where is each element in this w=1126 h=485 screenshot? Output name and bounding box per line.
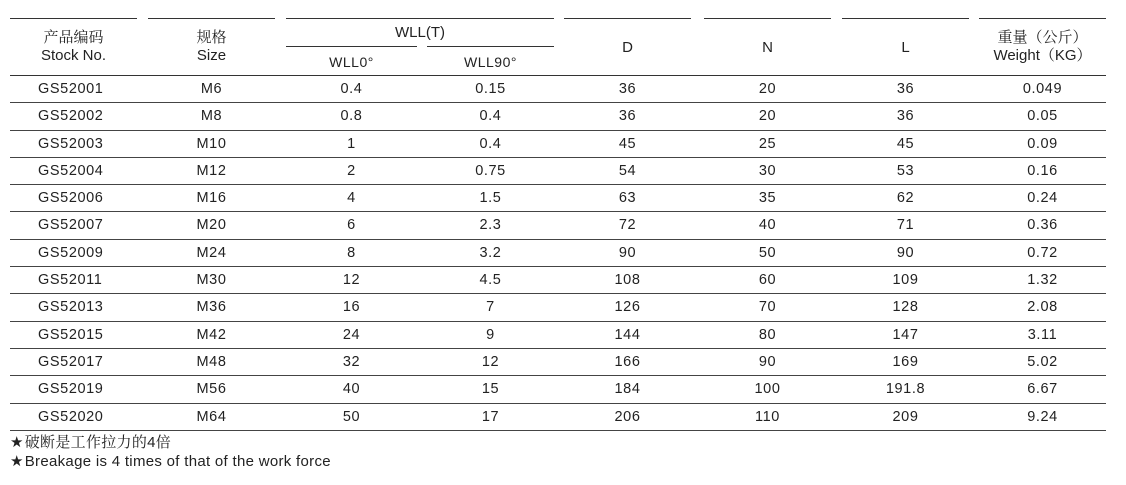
cell-wll90: 9 [486, 326, 495, 343]
table-row [10, 185, 1106, 212]
cell-n: 30 [758, 162, 777, 179]
table-row [10, 103, 1106, 130]
cell-d: 36 [618, 81, 637, 97]
cell-l: 109 [892, 272, 919, 289]
cell-l: 147 [892, 326, 919, 343]
cell-weight: 0.36 [1027, 217, 1058, 234]
footnote-cn [10, 433, 331, 452]
cell-d: 206 [614, 408, 641, 425]
cell-weight: 0.16 [1027, 162, 1058, 179]
cell-l: 62 [896, 190, 915, 207]
cell-d: 54 [618, 162, 637, 179]
header-weight-en: Weight（KG） [993, 47, 1092, 64]
star-icon: ★ [10, 453, 24, 470]
header-wll0: WLL0° [286, 46, 417, 76]
cell-wll0: 50 [342, 408, 361, 425]
cell-wll0: 1 [347, 135, 356, 152]
cell-wll90: 17 [481, 408, 500, 425]
cell-stock-no: GS52011 [38, 272, 103, 289]
header-weight [979, 18, 1106, 75]
cell-d: 90 [618, 244, 637, 261]
cell-size: M36 [196, 299, 227, 316]
cell-d: 72 [618, 217, 637, 234]
cell-size: M8 [200, 108, 223, 125]
header-size [148, 18, 275, 75]
cell-n: 110 [755, 408, 780, 425]
star-icon: ★ [10, 434, 24, 451]
cell-weight: 3.11 [1027, 326, 1058, 343]
cell-weight: 0.24 [1027, 190, 1058, 207]
cell-weight: 0.049 [1022, 81, 1063, 97]
cell-n: 80 [758, 326, 777, 343]
cell-weight: 6.67 [1027, 381, 1058, 398]
cell-wll0: 8 [347, 244, 356, 261]
table-row [10, 404, 1106, 431]
cell-weight: 9.24 [1027, 408, 1058, 425]
cell-stock-no: GS52020 [38, 408, 104, 425]
table-row [10, 376, 1106, 403]
cell-wll0: 0.4 [340, 81, 363, 97]
cell-stock-no: GS52013 [38, 299, 104, 316]
table-row [10, 212, 1106, 239]
footnote-cn-text: 破断是工作拉力的4倍 [24, 434, 172, 451]
header-size-en: Size [196, 47, 227, 64]
cell-d: 184 [614, 381, 641, 398]
cell-d: 166 [614, 353, 641, 370]
cell-stock-no: GS52007 [38, 217, 104, 234]
cell-l: 36 [896, 108, 915, 125]
header-stock-en: Stock No. [40, 47, 107, 64]
cell-wll90: 15 [481, 381, 500, 398]
cell-n: 60 [758, 272, 777, 289]
table-header [10, 18, 1106, 75]
cell-l: 191.8 [885, 381, 926, 398]
cell-weight: 0.09 [1027, 135, 1058, 152]
cell-size: M42 [196, 326, 227, 343]
cell-n: 35 [758, 190, 777, 207]
cell-stock-no: GS52003 [38, 135, 104, 152]
cell-n: 90 [758, 353, 777, 370]
footnote-en [10, 452, 331, 471]
cell-l: 90 [896, 244, 915, 261]
cell-stock-no: GS52009 [38, 244, 104, 261]
cell-d: 45 [618, 135, 637, 152]
cell-l: 209 [892, 408, 919, 425]
cell-wll0: 12 [342, 272, 361, 289]
cell-l: 36 [896, 81, 915, 97]
footnote-en-text: Breakage is 4 times of that of the work force [24, 453, 331, 470]
cell-wll90: 4.5 [479, 272, 502, 289]
table-row [10, 131, 1106, 158]
cell-l: 128 [892, 299, 919, 316]
cell-d: 144 [614, 326, 641, 343]
header-l: L [842, 18, 969, 75]
cell-wll0: 40 [342, 381, 361, 398]
cell-wll90: 2.3 [479, 217, 502, 234]
cell-wll90: 1.5 [479, 190, 502, 207]
cell-n: 100 [754, 381, 781, 398]
cell-wll0: 2 [347, 162, 356, 179]
cell-n: 25 [758, 135, 777, 152]
table-row [10, 349, 1106, 376]
cell-size: M64 [196, 408, 227, 425]
cell-n: 20 [758, 108, 777, 125]
cell-weight: 2.08 [1027, 299, 1058, 316]
cell-stock-no: GS52006 [38, 190, 104, 207]
header-weight-cn: 重量（公斤） [997, 29, 1088, 46]
cell-wll0: 0.8 [340, 108, 363, 125]
cell-d: 126 [614, 299, 641, 316]
cell-wll90: 3.2 [479, 244, 502, 261]
cell-wll0: 32 [342, 353, 361, 370]
table-body [10, 75, 1106, 431]
cell-wll90: 0.15 [475, 81, 506, 97]
cell-size: M6 [200, 81, 223, 97]
cell-n: 40 [758, 217, 777, 234]
cell-stock-no: GS52019 [38, 381, 104, 398]
cell-d: 63 [618, 190, 637, 207]
cell-size: M20 [196, 217, 227, 234]
cell-wll90: 12 [481, 353, 500, 370]
cell-l: 71 [896, 217, 915, 234]
cell-n: 20 [758, 81, 777, 97]
cell-size: M12 [196, 162, 227, 179]
table-row [10, 294, 1106, 321]
cell-stock-no: GS52001 [38, 81, 104, 97]
cell-weight: 1.32 [1027, 272, 1058, 289]
header-n: N [704, 18, 831, 75]
cell-wll90: 0.4 [479, 135, 502, 152]
cell-size: M30 [196, 272, 227, 289]
cell-size: M16 [196, 190, 227, 207]
table-row [10, 240, 1106, 267]
cell-l: 53 [896, 162, 915, 179]
cell-size: M48 [196, 353, 227, 370]
table-row [10, 158, 1106, 185]
header-size-cn: 规格 [196, 29, 227, 46]
cell-l: 45 [896, 135, 915, 152]
header-wll-group: WLL(T) [286, 18, 554, 47]
cell-wll0: 4 [347, 190, 356, 207]
cell-wll90: 0.4 [479, 108, 502, 125]
spec-table-sheet [10, 0, 1106, 485]
cell-weight: 0.05 [1027, 108, 1058, 125]
cell-d: 108 [614, 272, 641, 289]
table-row [10, 76, 1106, 103]
cell-size: M24 [196, 244, 227, 261]
cell-stock-no: GS52015 [38, 326, 104, 343]
header-d: D [564, 18, 691, 75]
footnotes [10, 433, 331, 471]
cell-wll0: 6 [347, 217, 356, 234]
cell-stock-no: GS52002 [38, 108, 104, 125]
cell-n: 50 [758, 244, 777, 261]
table-row [10, 322, 1106, 349]
cell-d: 36 [618, 108, 637, 125]
cell-wll90: 7 [486, 299, 495, 316]
cell-size: M10 [196, 135, 227, 152]
cell-wll0: 24 [342, 326, 361, 343]
cell-l: 169 [892, 353, 919, 370]
table-row [10, 267, 1106, 294]
header-stock-no [10, 18, 137, 75]
cell-wll90: 0.75 [475, 162, 506, 179]
cell-size: M56 [196, 381, 227, 398]
cell-weight: 0.72 [1027, 244, 1058, 261]
cell-n: 70 [758, 299, 777, 316]
header-wll90: WLL90° [427, 46, 554, 76]
cell-stock-no: GS52017 [38, 353, 104, 370]
header-stock-cn: 产品编码 [43, 29, 104, 46]
cell-weight: 5.02 [1027, 353, 1058, 370]
cell-wll0: 16 [342, 299, 361, 316]
cell-stock-no: GS52004 [38, 162, 104, 179]
